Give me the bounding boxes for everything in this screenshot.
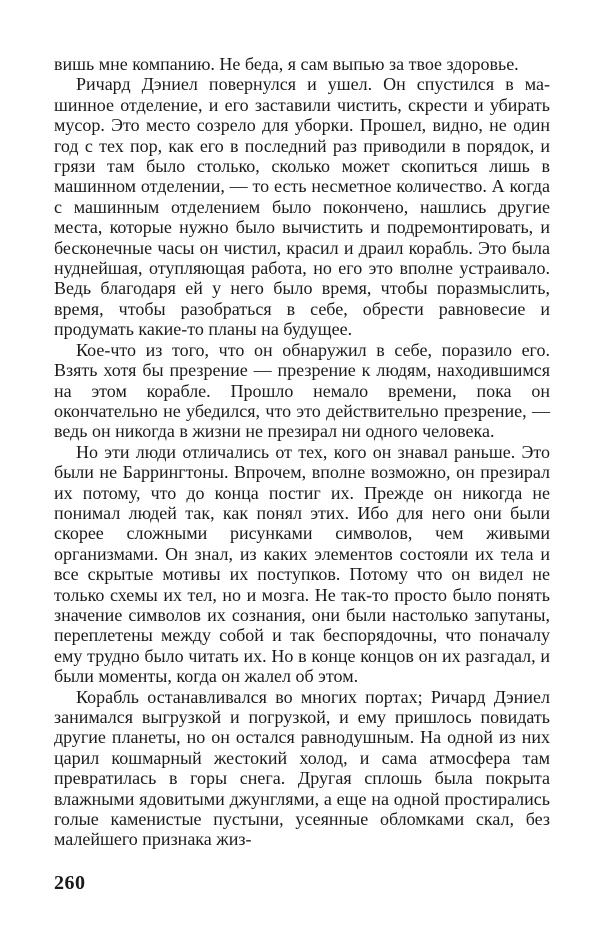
paragraph-4: Но эти люди отличались от тех, кого он знавал раньше. Это были не Баррингтоны. Впрочем, вполне возможно, он презирал их потому, что до конца постиг их. Прежде он никогда не понимал людей так, как понял этих. Ибо для него они были скорее сложными рисунками символов, чем живыми организмами. Он знал, из каких элементов состояли их тела и все скрытые мотивы их поступков. Потому что он видел не только схемы их тел, но и мозга. Не так-то просто было понять значение символов их сознания, они были настолько запутаны, переплетены между собой и так беспорядочны, что поначалу ему трудно было читать их. Но в конце концов он их разгадал, и были моменты, когда он жалел об этом. <box>54 441 550 687</box>
paragraph-1: вишь мне компанию. Не беда, я сам выпью за твое здоровье. <box>54 54 519 74</box>
paragraph-3: Кое-что из того, что он обнаружил в себе, поразило его. Взять хотя бы презрение — презрение к людям, находившимся на этом корабле. Прошло немало времени, пока он окончательно не убедился, что это действительно презрение, — ведь он никогда в жизни не презирал ни одного человека. <box>54 339 550 442</box>
paragraph-2: Ричард Дэниел повернулся и ушел. Он спустился в машинное отделение, и его заставили чистить, скрести и убирать мусор. Это место созрело для уборки. Прошел, видно, не один год с тех пор, как его в последний раз приводили в порядок, и грязи там было столько, сколько может скопиться лишь в машинном отделении, — то есть несметное количество. А когда с машинным отделением было покончено, нашлись другие места, которые нужно было вычистить и подремонтировать, и бесконечные часы он чистил, красил и драил корабль. Это была нуднейшая, отупляющая работа, но его это вполне устраивало. Ведь благодаря ей у него было время, чтобы поразмыслить, время, чтобы разобраться в себе, обрести равновесие и продумать какие-то планы на будущее. <box>54 74 550 340</box>
paragraph-5: Корабль останавливался во многих портах; Ричард Дэниел занимался выгрузкой и погрузкой, и ему пришлось повидать другие планеты, но он остался равнодушным. На одной из них царил кошмарный жестокий холод, и сама атмосфера там превратилась в горы снега. Другая сплошь была покрыта влажными ядовитыми джунглями, а еще на одной простирались голые каменистые пустыни, усеянные обломками скал, без малейшего признака жиз- <box>54 686 550 850</box>
book-page-text <box>54 54 550 850</box>
page-number: 260 <box>54 872 86 894</box>
